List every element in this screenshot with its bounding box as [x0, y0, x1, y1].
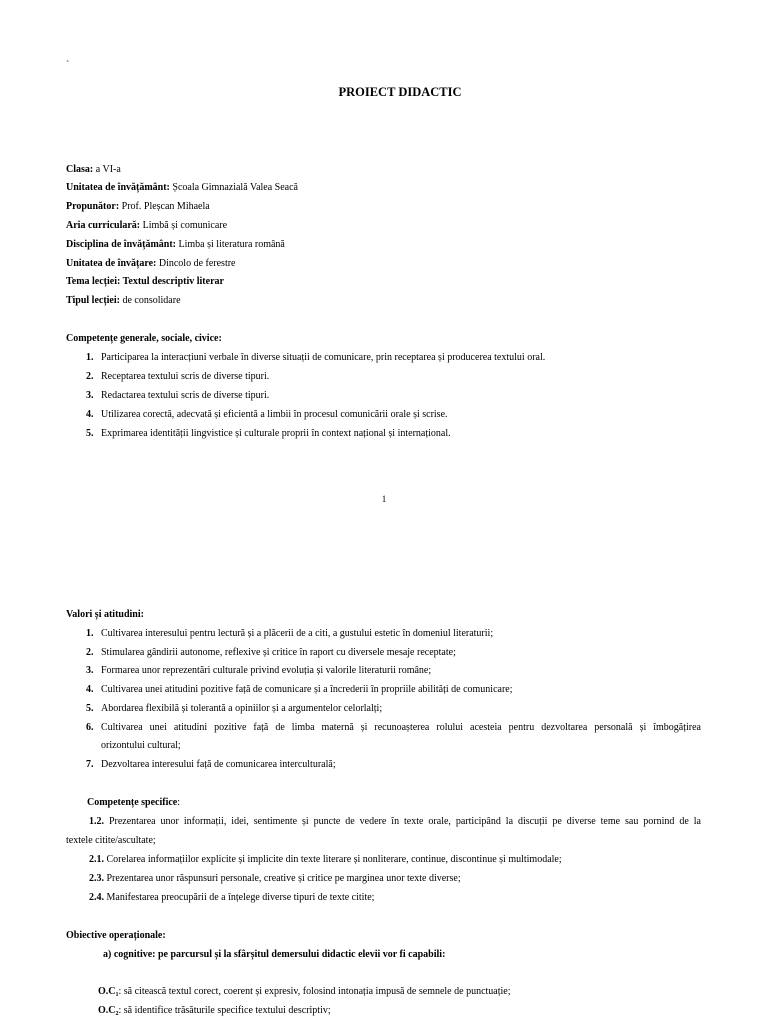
item-text: Participarea la interacțiuni verbale în diverse situații de comunicare, prin receptarea și producerea textului oral. [101, 352, 546, 363]
item-text [89, 816, 701, 827]
item-text: Exprimarea identității lingvistice și culturale proprii în context național și internațional. [101, 428, 451, 439]
list-item [89, 892, 374, 903]
info-value: Limbă și comunicare [140, 220, 228, 231]
item-number: 1. [86, 628, 94, 639]
item-number: 4. [86, 684, 94, 695]
info-value: Limba și literatura română [176, 239, 285, 250]
item-number: 3. [86, 390, 94, 401]
list-item [98, 986, 511, 998]
item-text-continued: textele citite/ascultate; [66, 835, 156, 846]
oc-label [98, 1005, 119, 1016]
item-number: 5. [86, 428, 94, 439]
info-label: Unitatea de învățare: [66, 258, 157, 269]
item-text: Cultivarea unei atitudini pozitive față de limba maternă și recunoașterea rolului acesteia pentru dezvoltarea personală și îmbogățirea [101, 722, 701, 733]
info-line-teacher [66, 201, 210, 212]
oc-label-text: O.C [98, 1005, 116, 1016]
item-text: Dezvoltarea interesului față de comunicarea interculturală; [101, 759, 336, 770]
item-number: 7. [86, 759, 94, 770]
item-text: Stimularea gândirii autonome, reflexive și critice în raport cu diversele mesaje receptate; [101, 647, 456, 658]
info-value: de consolidare [119, 295, 181, 306]
info-label: Aria curriculară: [66, 220, 141, 231]
list-item [89, 854, 562, 865]
item-text: Receptarea textului scris de diverse tipuri. [101, 371, 270, 382]
page-number: 1 [381, 494, 387, 504]
info-label: Tema lecției: [66, 276, 121, 287]
item-number: 2. [86, 647, 94, 658]
section-heading-obiective: Obiective operaționale: [66, 930, 166, 941]
heading-text: Competențe specifice [87, 797, 178, 808]
item-number: 4. [86, 409, 94, 420]
item-number: 5. [86, 703, 94, 714]
section-heading-competente: Competențe generale, sociale, civice: [66, 333, 222, 344]
info-line-discipline [66, 239, 285, 250]
item-text: Redactarea textului scris de diverse tipuri. [101, 390, 270, 401]
item-text: Manifestarea preocupării de a înțelege diverse tipuri de texte citite; [104, 892, 375, 903]
info-value: Prof. Pleșcan Mihaela [119, 201, 210, 212]
item-number: 1.2. [89, 816, 104, 827]
item-text: Cultivarea interesului pentru lectură și a plăcerii de a citi, a gustului estetic în domeniul literaturii; [101, 628, 494, 639]
item-text: Cultivarea unei atitudini pozitive față de comunicare și a încrederii în propriile abilități de comunicare; [101, 684, 513, 695]
info-line-theme [66, 276, 224, 287]
info-line-area [66, 220, 227, 231]
page-title: PROIECT DIDACTIC [338, 85, 462, 99]
item-number: 2.3. [89, 873, 104, 884]
oc-label-text: O.C [98, 986, 116, 997]
item-text: Formarea unor reprezentări culturale privind evoluția și valorile literaturii române; [101, 665, 432, 676]
obiective-subheading: a) cognitive: pe parcursul și la sfârșitul demersului didactic elevii vor fi capabili: [103, 949, 446, 960]
oc-text: : să identifice trăsăturile specifice textului descriptiv; [118, 1005, 331, 1016]
oc-subscript: 2 [115, 1011, 119, 1017]
item-number: 3. [86, 665, 94, 676]
item-number: 2.4. [89, 892, 104, 903]
item-number: 6. [86, 722, 94, 733]
info-value: Dincolo de ferestre [156, 258, 236, 269]
list-item [89, 873, 461, 884]
oc-subscript: 1 [115, 992, 119, 998]
heading-colon: : [177, 797, 181, 808]
item-text: Utilizarea corectă, adecvată și eficientă a limbii în procesul comunicării orale și scrise. [101, 409, 448, 420]
section-heading-specifice [87, 797, 180, 808]
item-body: Prezentarea unor informații, idei, sentimente și puncte de vedere în texte orale, participând la discuții pe diverse teme sau pornind de la [104, 816, 701, 827]
item-text: Corelarea informațiilor explicite și implicite din texte literare și nonliterare, continue, discontinue și multimodale; [104, 854, 562, 865]
item-number: 2.1. [89, 854, 104, 865]
list-item [98, 1005, 331, 1017]
oc-label [98, 986, 119, 997]
info-value: Școala Gimnazială Valea Seacă [169, 182, 298, 193]
info-label: Disciplina de învățământ: [66, 239, 177, 250]
item-text: Abordarea flexibilă și tolerantă a opiniilor și a argumentelor celorlalți; [101, 703, 383, 714]
section-heading-valori: Valori și atitudini: [66, 609, 144, 620]
info-line-unit [66, 258, 236, 269]
item-number: 1. [86, 352, 94, 363]
stray-mark: ` [66, 60, 70, 71]
item-text: Prezentarea unor răspunsuri personale, creative și critice pe marginea unor texte diverse; [104, 873, 461, 884]
info-label: Tipul lecției: [66, 295, 120, 306]
info-line-school [66, 182, 298, 193]
info-label: Propunător: [66, 201, 120, 212]
info-line-class [66, 164, 121, 175]
info-label: Clasa: [66, 164, 94, 175]
oc-text: : să citească textul corect, coerent și expresiv, folosind intonația impusă de semnele de punctuație; [118, 986, 511, 997]
info-value: a VI-a [93, 164, 121, 175]
info-value: Textul descriptiv literar [120, 276, 224, 287]
info-label: Unitatea de învățământ: [66, 182, 170, 193]
item-text-continued: orizontului cultural; [101, 740, 181, 751]
item-number: 2. [86, 371, 94, 382]
info-line-type [66, 295, 181, 306]
